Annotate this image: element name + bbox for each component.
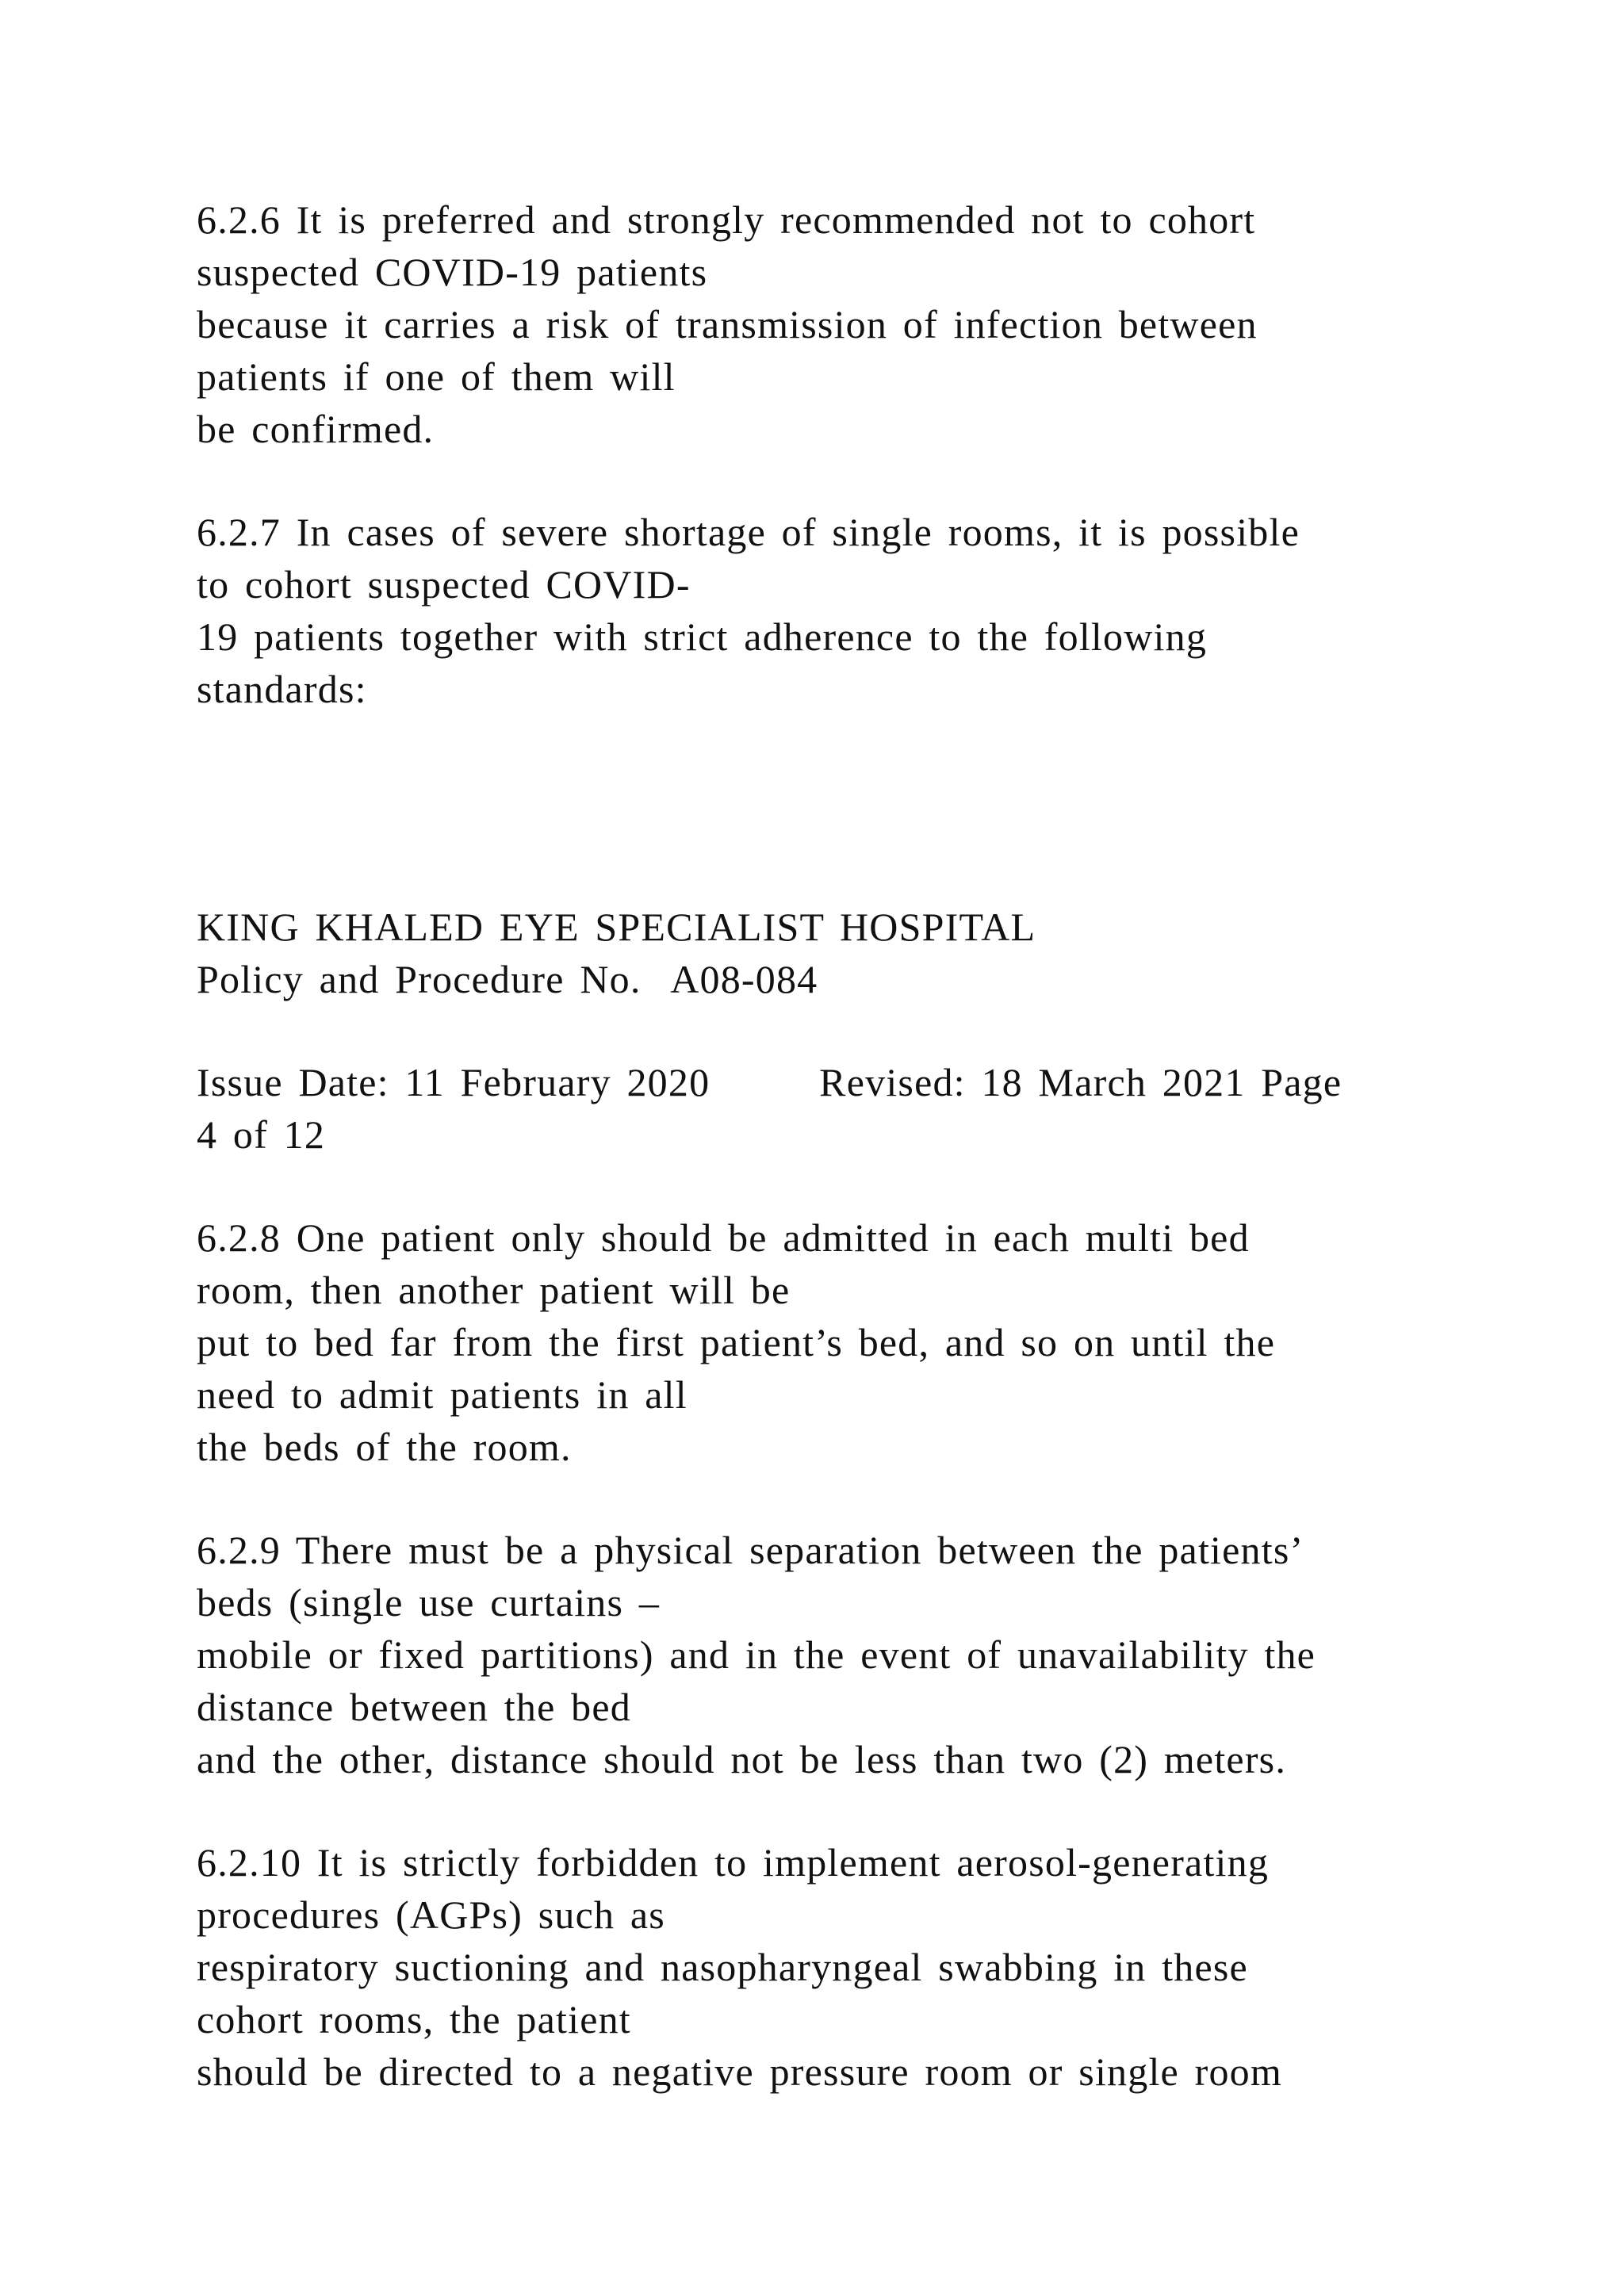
text-line: 19 patients together with strict adherence to the following (197, 614, 1208, 659)
text-line: because it carries a risk of transmission of infection between (197, 302, 1258, 346)
hospital-name: KING KHALED EYE SPECIALIST HOSPITAL (197, 905, 1036, 949)
text-line: respiratory suctioning and nasopharyngeal swabbing in these (197, 1945, 1248, 1989)
text-line: standards: (197, 667, 367, 711)
text-line: patients if one of them will (197, 354, 676, 399)
text-line: 6.2.7 In cases of severe shortage of single rooms, it is possible (197, 510, 1300, 554)
text-line: 6.2.8 One patient only should be admitted in each multi bed (197, 1215, 1250, 1260)
text-line: 6.2.6 It is preferred and strongly recommended not to cohort (197, 197, 1256, 242)
text-line: be confirmed. (197, 407, 435, 451)
text-line: procedures (AGPs) such as (197, 1892, 665, 1937)
text-line: should be directed to a negative pressure room or single room (197, 2049, 1282, 2094)
page-break-spacer (197, 715, 1576, 901)
section-6-2-6 (197, 193, 1576, 455)
paragraph-spacer (197, 1473, 1576, 1524)
text-line: 6.2.10 It is strictly forbidden to implement aerosol-generating (197, 1840, 1270, 1885)
text-line: need to admit patients in all (197, 1372, 688, 1417)
paragraph-spacer (197, 455, 1576, 506)
paragraph-spacer (197, 1785, 1576, 1836)
text-line: mobile or fixed partitions) and in the event of unavailability the (197, 1632, 1316, 1677)
text-line: to cohort suspected COVID- (197, 562, 691, 607)
document-page (197, 193, 1576, 2098)
text-line: room, then another patient will be (197, 1268, 791, 1312)
text-line: and the other, distance should not be less than two (2) meters. (197, 1737, 1287, 1781)
section-6-2-9 (197, 1524, 1576, 1785)
page-number: 4 of 12 (197, 1112, 326, 1157)
policy-number: Policy and Procedure No. A08-084 (197, 957, 818, 1001)
text-line: put to bed far from the first patient’s bed, and so on until the (197, 1320, 1276, 1364)
text-line: suspected COVID-19 patients (197, 250, 708, 294)
text-line: beds (single use curtains – (197, 1580, 661, 1624)
document-header (197, 901, 1576, 1161)
text-line: distance between the bed (197, 1685, 631, 1729)
paragraph-spacer (197, 1161, 1576, 1211)
section-6-2-7 (197, 506, 1576, 715)
text-line: 6.2.9 There must be a physical separation between the patients’ (197, 1528, 1304, 1572)
section-6-2-10 (197, 1836, 1576, 2098)
issue-revised-line: Issue Date: 11 February 2020 Revised: 18 March 2021 Page (197, 1060, 1342, 1104)
section-6-2-8 (197, 1211, 1576, 1473)
paragraph-spacer (197, 1005, 1576, 1056)
text-line: cohort rooms, the patient (197, 1997, 631, 2042)
text-line: the beds of the room. (197, 1425, 572, 1469)
